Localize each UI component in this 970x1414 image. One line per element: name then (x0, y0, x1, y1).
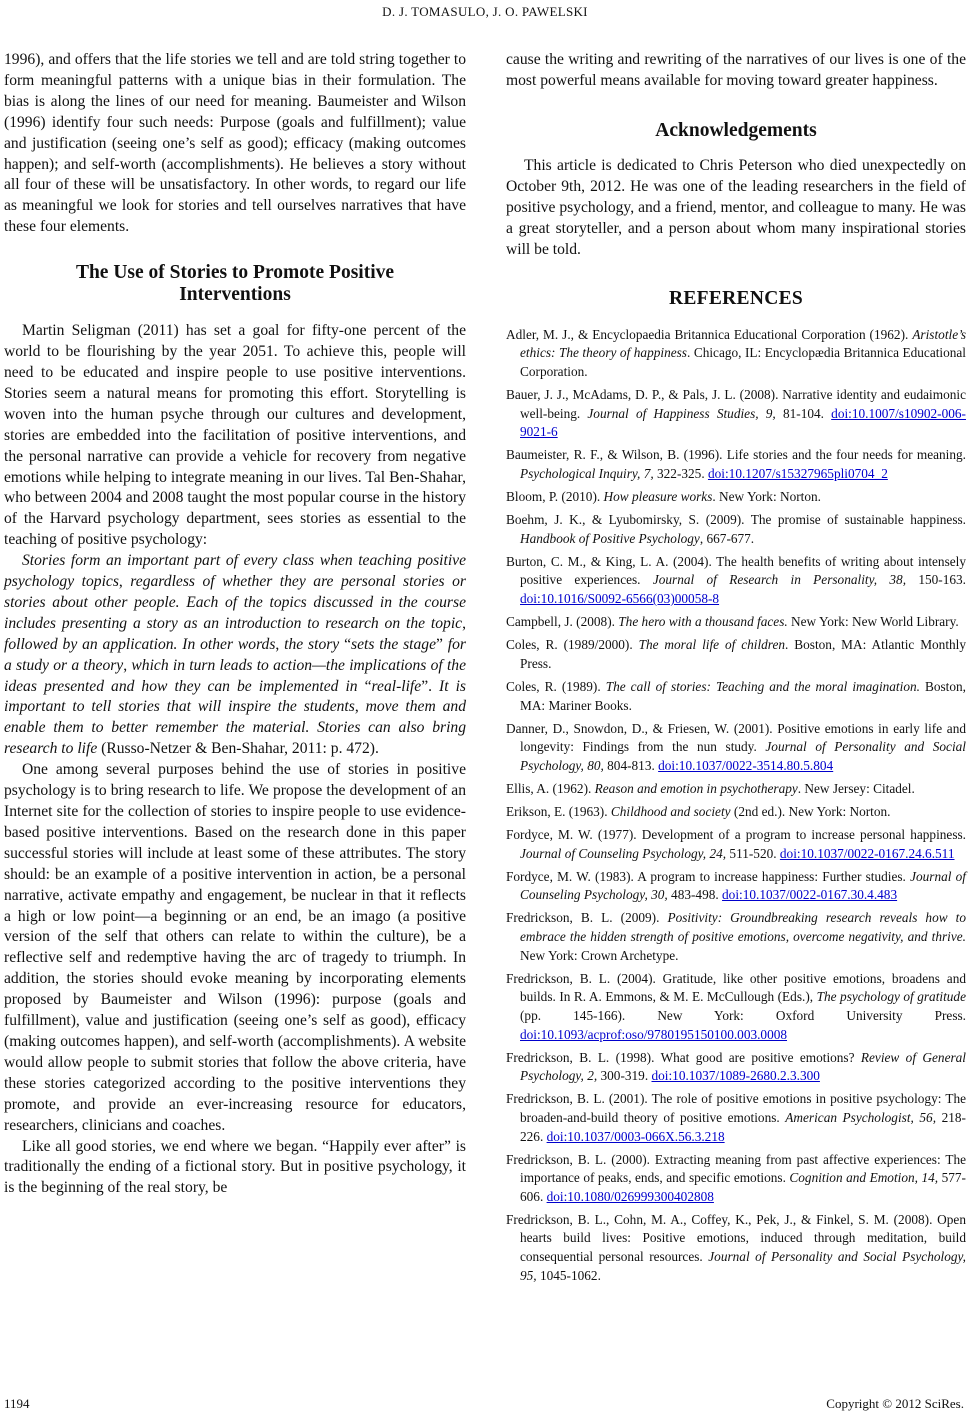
quote-part: “ (364, 677, 372, 695)
reference-entry (506, 868, 966, 905)
purposes-paragraph: One among several purposes behind the use of stories in positive psychology is to bring research to life. We propose the development of an Internet site for the collection of stories to inspire people to use evidence-based positive interventions. Based on the research done in this paper successful stories will include at least some of these attributes. The story should: be an example of a positive intervention in action, be a personal narrative, activate empathy and engagement, be nuclear in that it reflects a high or low point—a beginning or an end, be an imago (a positive version of the self that others can relate to within the culture), be a reflective self and redemptive having the arc of tragedy to triumph. In addition, the stories should evoke meaning by incorporating elements proposed by Baumeister and Wilson (1996): purpose (goals and fulfillment), value and justification (seeing one’s self as good), efficacy (making outcomes happen), and self-worth (accomplishments). A website would allow people to submit stories that follow the above criteria, have these stories categorized according to the positive interventions they promote, and provide an ever-increasing resource for educators, researchers, clinicians and coaches. (4, 761, 466, 1134)
reference-entry (506, 720, 966, 776)
reference-entry (506, 1049, 966, 1086)
reference-source-title: Journal of Personality and Social Psychology, 80, (520, 739, 966, 773)
reference-text: 483-498. (667, 887, 723, 903)
doi-link[interactable]: doi:10.1016/S0092-6566(03)00058-8 (520, 591, 720, 607)
right-column (506, 50, 966, 1290)
quote-part: the story (284, 635, 345, 653)
reference-entry (506, 1151, 966, 1207)
quote-part: move them and enable them to better remember the material. Stories can also bring research to life (4, 698, 467, 758)
reference-source-title: Review of General Psychology, 2, (520, 1049, 966, 1084)
reference-text: Fredrickson, B. L. (2001). The role of positive emotions in positive psychology: The broaden-and-build theory of positive emotions. (506, 1091, 966, 1125)
happily-ever-after-paragraph: Like all good stories, we end where we began. “Happily ever after” is traditionally the ending of a fictional story. But in positive psychology, it is the beginning of the real story, be (4, 1137, 466, 1197)
reference-entry (506, 803, 966, 822)
reference-entry (506, 1090, 966, 1146)
quote-part: ”. (421, 677, 440, 695)
left-column (4, 50, 466, 1199)
section-heading-line2: Interventions (179, 283, 291, 305)
reference-text: 300-319. (597, 1068, 652, 1084)
reference-text: 1045-1062. (536, 1267, 601, 1283)
section-heading-line1: The Use of Stories to Promote Positive (75, 262, 395, 284)
quote-part: for a study or a theory (4, 635, 466, 674)
intro-paragraph: 1996), and offers that the life stories we tell and are told string together to form meaningful patterns with a unique bias in their formulation. The bias is along the lines of our need for meaning. Baumeister and Wilson (1996) identify four such needs: Purpose (goals and fulfillment); value and justification (seeing one’s self as good); efficacy (making outcomes happen); and self-worth (accomplishments). He believes a story without all four of these will be unsatisfactory. In other words, to regard our life as meaningful we look for stories and tell ourselves narratives that have these four elements. (4, 51, 466, 236)
page-number: 1194 (4, 1396, 30, 1411)
doi-link[interactable]: doi:10.1037/1089-2680.2.3.300 (651, 1068, 820, 1084)
reference-text: 150-163. (906, 572, 967, 588)
reference-text: Ellis, A. (1962). (506, 780, 595, 796)
reference-text: New York: New World Library. (787, 614, 959, 630)
quote-part: , (275, 635, 285, 653)
section-heading (4, 262, 466, 305)
reference-text: , 667-677. (699, 530, 755, 546)
reference-text: Boston, MA: Mariner Books. (520, 678, 966, 713)
reference-text: Fordyce, M. W. (1983). A program to increase happiness: Further studies. (506, 868, 911, 884)
reference-entry (506, 970, 966, 1044)
reference-text: Campbell, J. (2008). (506, 614, 619, 630)
reference-text: . New Jersey: Citadel. (797, 780, 915, 796)
quote-part: (Russo-Netzer & Ben-Shahar, 2011: p. 472). (97, 740, 379, 758)
references-heading: REFERENCES (668, 287, 804, 309)
reference-entry (506, 909, 966, 965)
reference-text: 81-104. (775, 405, 832, 421)
reference-source-title: American Psychologist, 56, (785, 1109, 937, 1125)
quote-part: “ (344, 635, 351, 653)
reference-source-title: Handbook of Positive Psychology (520, 530, 700, 546)
reference-entry (506, 826, 966, 863)
reference-text: Bloom, P. (2010). (506, 489, 604, 505)
reference-source-title: Childhood and society (610, 804, 731, 819)
reference-source-title: Aristotle’s ethics: The theory of happiness (520, 326, 966, 361)
reference-text: . Chicago, IL: Encyclopædia Britannica Educational Corporation. (520, 345, 967, 380)
ben-shahar-quote (4, 551, 466, 760)
reference-entry (506, 613, 966, 632)
reference-source-title: How pleasure works (603, 489, 713, 505)
reference-entry (506, 553, 966, 609)
quote-part: It is important to tell stories that will inspire the students (4, 677, 467, 716)
copyright-notice: Copyright © 2012 SciRes. (826, 1396, 964, 1411)
reference-text: Baumeister, R. F., & Wilson, B. (1996). Life stories and the four needs for meaning. (506, 447, 966, 463)
reference-text: (2nd ed.). New York: Norton. (730, 804, 891, 819)
reference-text: Adler, M. J., & Encyclopaedia Britannica Educational Corporation (1962). (506, 326, 913, 342)
quote-part: Stories form an important part of every class when teaching positive psychology topics (4, 552, 466, 591)
reference-source-title: Journal of Counseling Psychology, 30, (520, 868, 966, 903)
reference-text: Fredrickson, B. L., Cohn, M. A., Coffey, K., Pek, J., & Finkel, S. M. (2008). Open hearts build lives: Positive emotions, induced through meditation, build consequential personal resources. (506, 1211, 966, 1265)
quote-part: , (462, 614, 466, 632)
reference-source-title: Journal of Personality and Social Psychology, 95, (520, 1249, 966, 1283)
reference-text: Coles, R. (1989/2000). (506, 637, 639, 653)
reference-text: 577-606. (520, 1170, 966, 1204)
reference-source-title: Psychological Inquiry, 7, (520, 466, 654, 481)
reference-text: . New York: Norton. (712, 489, 821, 505)
doi-link[interactable]: doi:10.1007/s10902-006-9021-6 (520, 405, 966, 440)
reference-text: Danner, D., Snowdon, D., & Friesen, W. (2001). Positive emotions in early life and longevity: Findings from the nun study. (506, 720, 966, 755)
reference-entry (506, 1211, 966, 1285)
seligman-paragraph: Martin Seligman (2011) has set a goal for fifty-one percent of the world to be flourishing by the year 2051. To achieve this, people will need to be educated and inspire people to use positive interventions. Stories seem a natural means for promoting this effort. Storytelling is woven into the human psyche through our cultures and development, stories are embedded into the facilitation of positive interventions, and the personal narrative can provide a vehicle for recovery from negative emotions while helping to integrate meaning in our lives. Tal Ben-Shahar, who between 2004 and 2008 taught the most popular course in the history of the Harvard psychology department, sees stories as essential to the teaching of positive psychology: (4, 322, 466, 549)
doi-link[interactable]: doi:10.1093/acprof:oso/9780195150100.003.0008 (520, 1026, 788, 1042)
reference-source-title: Cognition and Emotion, 14, (789, 1170, 939, 1186)
reference-source-title: Journal of Happiness Studies, 9, (587, 405, 776, 421)
reference-text: 511-520. (726, 845, 780, 861)
quote-part: , (354, 698, 366, 716)
quote-part: ” (436, 635, 448, 653)
quote-part: , (123, 656, 132, 674)
reference-text: Bauer, J. J., McAdams, D. P., & Pals, J. L. (2008). Narrative identity and eudaimonic well-being. (506, 387, 966, 421)
acknowledgements-heading: Acknowledgements (655, 119, 817, 141)
reference-text: New York: Crown Archetype. (520, 947, 679, 963)
reference-source-title: Reason and emotion in psychotherapy (594, 780, 798, 796)
reference-entry (506, 446, 966, 483)
doi-link[interactable]: doi:10.1037/0022-0167.24.6.511 (779, 845, 955, 861)
reference-entry (506, 326, 966, 382)
quote-part: which in turn leads to action—the implications of the ideas presented and how they can be implemented in (4, 656, 467, 695)
quote-part: regardless of whether they are personal stories or stories about other people. Each of the topics discussed in the course includes presenting a story as an introduction to research on the topic (4, 573, 466, 632)
reference-text: (pp. 145-166). New York: Oxford University Press. (520, 1007, 966, 1023)
reference-text: 322-325. (653, 466, 708, 481)
acknowledgements-text: This article is dedicated to Chris Peterson who died unexpectedly on October 9th, 2012. He was one of the leading researchers in the field of positive psychology, and a friend, mentor, and colleague to many. He was a great storyteller, and a person about whom many inspirational stories will be told. (506, 157, 966, 258)
reference-entry (506, 780, 966, 799)
reference-text: Fredrickson, B. L. (2004). Gratitude, like other positive emotions, broadens and builds. In R. A. Emmons, & M. E. McCullough (Eds.), (506, 970, 966, 1005)
reference-text: Fredrickson, B. L. (2000). Extracting meaning from past affective experiences: The importance of peaks, ends, and specific emotions. (506, 1151, 966, 1186)
reference-list (506, 326, 966, 1285)
reference-source-title: Positivity: Groundbreaking research reveals how to embrace the hidden strength of positive emotions, overcome negativity, and thrive. (520, 910, 966, 945)
doi-link[interactable]: doi:10.1037/0022-3514.80.5.804 (658, 757, 834, 773)
reference-text: Fredrickson, B. L. (2009). (506, 910, 668, 926)
quote-part: followed by an application. In other words (4, 635, 276, 653)
doi-link[interactable]: doi:10.1207/s15327965pli0704_2 (707, 466, 888, 481)
quote-part: real-life (371, 677, 422, 695)
reference-text: Fredrickson, B. L. (1998). What good are positive emotions? (506, 1049, 861, 1065)
reference-text: Fordyce, M. W. (1977). Development of a program to increase personal happiness. (506, 827, 966, 843)
doi-link[interactable]: doi:10.1037/0022-0167.30.4.483 (722, 887, 898, 903)
reference-source-title: The psychology of gratitude (816, 989, 966, 1005)
reference-entry (506, 386, 966, 442)
reference-text: 218-226. (520, 1109, 966, 1144)
continued-paragraph: cause the writing and rewriting of the narratives of our lives is one of the most powerful means available for moving toward greater happiness. (506, 51, 966, 89)
quote-part: sets the stage (351, 635, 437, 653)
reference-source-title: Journal of Counseling Psychology, 24, (520, 845, 727, 861)
reference-source-title: The call of stories: Teaching and the moral imagination. (605, 678, 920, 694)
reference-entry (506, 636, 966, 673)
reference-text: 804-813. (603, 757, 659, 773)
reference-text: Coles, R. (1989). (506, 678, 606, 694)
reference-source-title: The hero with a thousand faces. (618, 614, 788, 630)
reference-text: Boehm, J. K., & Lyubomirsky, S. (2009). The promise of sustainable happiness. (506, 512, 966, 528)
reference-text: Burton, C. M., & King, L. A. (2004). The health benefits of writing about intensely positive experiences. (506, 553, 966, 588)
reference-text: . Boston, MA: Atlantic Monthly Press. (520, 637, 966, 671)
quote-part: , (118, 573, 131, 591)
reference-entry (506, 678, 966, 715)
doi-link[interactable]: doi:10.1080/026999300402808 (546, 1188, 714, 1204)
reference-source-title: The moral life of children (638, 637, 786, 653)
running-header: D. J. TOMASULO, J. O. PAWELSKI (382, 4, 588, 19)
reference-entry (506, 511, 966, 548)
reference-source-title: Journal of Research in Personality, 38, (652, 572, 907, 588)
doi-link[interactable]: doi:10.1037/0003-066X.56.3.218 (546, 1128, 725, 1144)
reference-text: Erikson, E. (1963). (506, 804, 611, 819)
reference-entry (506, 488, 966, 507)
